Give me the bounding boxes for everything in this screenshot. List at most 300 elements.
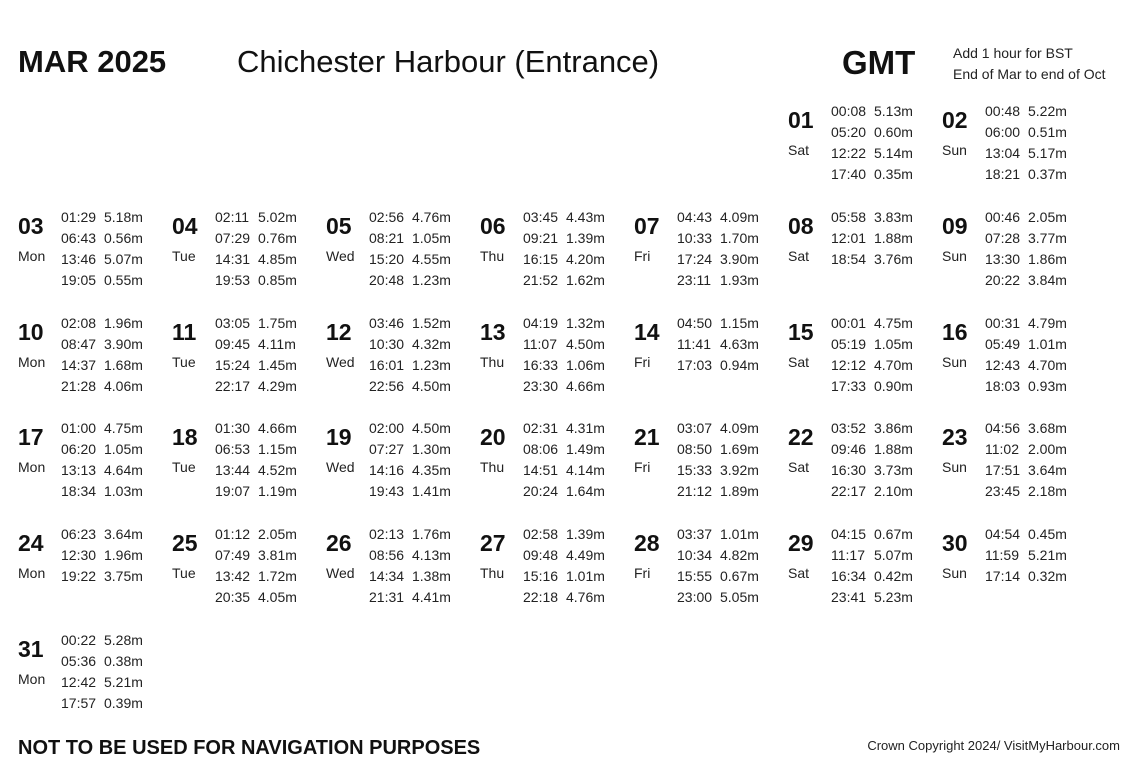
tide-entry xyxy=(985,334,1067,355)
tide-time: 21:28 xyxy=(61,378,97,394)
tide-height: 3.76m xyxy=(874,251,913,267)
tide-list xyxy=(523,418,605,502)
tide-entry xyxy=(677,460,759,481)
tide-time: 09:46 xyxy=(831,441,867,457)
tide-time: 01:30 xyxy=(215,420,251,436)
tide-time: 12:01 xyxy=(831,230,867,246)
day-number: 24 xyxy=(18,530,44,556)
tide-height: 2.00m xyxy=(1028,441,1067,457)
copyright-notice: Crown Copyright 2024/ VisitMyHarbour.com xyxy=(867,738,1120,753)
day-cell xyxy=(172,524,322,614)
tide-height: 3.68m xyxy=(1028,420,1067,436)
tide-entry xyxy=(215,587,297,608)
tide-time: 08:50 xyxy=(677,441,713,457)
tide-entry xyxy=(677,566,759,587)
tide-entry xyxy=(831,101,913,122)
tide-list xyxy=(215,313,297,397)
tide-time: 18:03 xyxy=(985,378,1021,394)
tide-height: 1.01m xyxy=(1028,336,1067,352)
day-cell xyxy=(788,418,938,508)
tide-entry xyxy=(985,545,1067,566)
day-cell xyxy=(326,418,476,508)
tide-entry xyxy=(215,545,297,566)
tide-entry xyxy=(831,460,913,481)
tide-entry xyxy=(523,545,605,566)
tide-height: 0.60m xyxy=(874,124,913,140)
tide-entry xyxy=(831,566,913,587)
day-of-week: Sat xyxy=(788,459,810,475)
day-of-week: Fri xyxy=(634,565,651,581)
day-number: 13 xyxy=(480,319,506,345)
tide-time: 23:45 xyxy=(985,483,1021,499)
tide-time: 02:56 xyxy=(369,209,405,225)
tide-height: 5.23m xyxy=(874,589,913,605)
tide-height: 4.75m xyxy=(874,315,913,331)
tide-height: 1.62m xyxy=(566,272,605,288)
tide-entry xyxy=(677,313,759,334)
tide-time: 23:00 xyxy=(677,589,713,605)
day-number: 31 xyxy=(18,636,44,662)
tide-height: 2.05m xyxy=(258,526,297,542)
day-of-week: Wed xyxy=(326,248,355,264)
tide-time: 20:24 xyxy=(523,483,559,499)
tide-list xyxy=(985,101,1067,185)
tide-time: 00:46 xyxy=(985,209,1021,225)
tide-height: 5.21m xyxy=(104,674,143,690)
tide-time: 20:22 xyxy=(985,272,1021,288)
tide-entry xyxy=(523,228,605,249)
tide-height: 3.64m xyxy=(104,526,143,542)
tide-entry xyxy=(985,355,1067,376)
tide-time: 17:57 xyxy=(61,695,97,711)
tide-height: 5.17m xyxy=(1028,145,1067,161)
day-number: 25 xyxy=(172,530,198,556)
tide-height: 1.72m xyxy=(258,568,297,584)
tide-height: 4.70m xyxy=(874,357,913,373)
day-number: 05 xyxy=(326,213,352,239)
tide-time: 09:45 xyxy=(215,336,251,352)
tide-entry xyxy=(831,228,913,249)
tide-time: 19:07 xyxy=(215,483,251,499)
day-cell xyxy=(18,524,168,614)
tide-entry xyxy=(985,439,1067,460)
tide-height: 3.64m xyxy=(1028,462,1067,478)
month-title: MAR 2025 xyxy=(18,44,167,79)
tide-height: 1.23m xyxy=(412,357,451,373)
tide-height: 5.18m xyxy=(104,209,143,225)
tide-entry xyxy=(369,334,451,355)
tide-entry xyxy=(215,418,297,439)
tide-time: 06:23 xyxy=(61,526,97,542)
tide-time: 08:06 xyxy=(523,441,559,457)
tide-time: 19:05 xyxy=(61,272,97,288)
day-cell xyxy=(326,313,476,403)
tide-height: 2.05m xyxy=(1028,209,1067,225)
tide-height: 1.41m xyxy=(412,483,451,499)
tide-time: 19:22 xyxy=(61,568,97,584)
tide-time: 23:41 xyxy=(831,589,867,605)
tide-height: 1.19m xyxy=(258,483,297,499)
tide-entry xyxy=(985,122,1067,143)
tide-time: 18:54 xyxy=(831,251,867,267)
tide-time: 17:40 xyxy=(831,166,867,182)
tide-entry xyxy=(831,334,913,355)
tide-time: 15:16 xyxy=(523,568,559,584)
tide-height: 4.85m xyxy=(258,251,297,267)
tide-time: 02:00 xyxy=(369,420,405,436)
day-of-week: Thu xyxy=(480,248,505,264)
tide-height: 5.21m xyxy=(1028,547,1067,563)
tide-height: 3.73m xyxy=(874,462,913,478)
tide-time: 02:58 xyxy=(523,526,559,542)
tide-time: 04:56 xyxy=(985,420,1021,436)
tide-entry xyxy=(985,228,1067,249)
tide-entry xyxy=(677,228,759,249)
tide-height: 1.76m xyxy=(412,526,451,542)
tide-time: 14:37 xyxy=(61,357,97,373)
tide-time: 02:08 xyxy=(61,315,97,331)
tide-time: 05:49 xyxy=(985,336,1021,352)
tide-height: 1.64m xyxy=(566,483,605,499)
tide-time: 13:13 xyxy=(61,462,97,478)
tide-height: 1.05m xyxy=(104,441,143,457)
day-of-week: Thu xyxy=(480,565,505,581)
day-number: 29 xyxy=(788,530,814,556)
tide-height: 3.75m xyxy=(104,568,143,584)
tide-height: 0.56m xyxy=(104,230,143,246)
tide-entry xyxy=(61,460,143,481)
tide-height: 1.75m xyxy=(258,315,297,331)
tide-height: 5.05m xyxy=(720,589,759,605)
tide-time: 02:13 xyxy=(369,526,405,542)
tide-entry xyxy=(523,460,605,481)
tide-height: 3.86m xyxy=(874,420,913,436)
tide-entry xyxy=(523,524,605,545)
tide-entry xyxy=(215,249,297,270)
tide-time: 12:30 xyxy=(61,547,97,563)
tide-entry xyxy=(369,249,451,270)
tide-height: 1.68m xyxy=(104,357,143,373)
tide-time: 11:59 xyxy=(985,547,1019,563)
tide-entry xyxy=(677,207,759,228)
tide-entry xyxy=(523,439,605,460)
day-of-week: Fri xyxy=(634,459,651,475)
tide-entry xyxy=(215,566,297,587)
tide-entry xyxy=(369,587,451,608)
tide-height: 1.15m xyxy=(720,315,759,331)
tide-height: 3.90m xyxy=(104,336,143,352)
tide-height: 1.45m xyxy=(258,357,297,373)
day-of-week: Mon xyxy=(18,459,46,475)
day-cell xyxy=(942,524,1092,614)
day-number: 18 xyxy=(172,424,198,450)
day-of-week: Tue xyxy=(172,565,196,581)
day-number: 30 xyxy=(942,530,968,556)
tide-height: 0.32m xyxy=(1028,568,1067,584)
tide-height: 1.93m xyxy=(720,272,759,288)
tide-time: 21:31 xyxy=(369,589,405,605)
tide-entry xyxy=(831,313,913,334)
day-number: 08 xyxy=(788,213,814,239)
tide-time: 08:47 xyxy=(61,336,97,352)
tide-entry xyxy=(831,355,913,376)
tide-list xyxy=(831,524,913,608)
day-of-week: Sun xyxy=(942,142,967,158)
tide-time: 02:31 xyxy=(523,420,559,436)
day-of-week: Sat xyxy=(788,354,810,370)
tide-height: 4.64m xyxy=(104,462,143,478)
tide-time: 13:42 xyxy=(215,568,251,584)
tide-height: 4.14m xyxy=(566,462,605,478)
tide-time: 03:45 xyxy=(523,209,559,225)
tide-time: 19:43 xyxy=(369,483,405,499)
tide-height: 1.88m xyxy=(874,230,913,246)
day-number: 16 xyxy=(942,319,968,345)
tide-entry xyxy=(369,418,451,439)
tide-entry xyxy=(61,376,143,397)
day-of-week: Wed xyxy=(326,354,355,370)
tide-height: 4.43m xyxy=(566,209,605,225)
tide-time: 23:11 xyxy=(677,272,711,288)
tide-entry xyxy=(677,334,759,355)
tide-time: 12:42 xyxy=(61,674,97,690)
tide-list xyxy=(831,418,913,502)
navigation-disclaimer: NOT TO BE USED FOR NAVIGATION PURPOSES xyxy=(18,737,481,759)
tide-entry xyxy=(61,439,143,460)
tide-time: 09:21 xyxy=(523,230,559,246)
tide-entry xyxy=(61,270,143,291)
tide-entry xyxy=(523,270,605,291)
tide-height: 4.79m xyxy=(1028,315,1067,331)
tide-height: 5.14m xyxy=(874,145,913,161)
day-cell xyxy=(172,207,322,297)
tide-height: 0.76m xyxy=(258,230,297,246)
tide-entry xyxy=(831,143,913,164)
tide-list xyxy=(369,524,451,608)
tide-entry xyxy=(831,122,913,143)
tide-entry xyxy=(831,418,913,439)
tide-time: 16:30 xyxy=(831,462,867,478)
tide-entry xyxy=(831,481,913,502)
tide-height: 1.39m xyxy=(566,526,605,542)
tide-entry xyxy=(369,439,451,460)
tide-height: 0.55m xyxy=(104,272,143,288)
tide-time: 04:43 xyxy=(677,209,713,225)
tide-height: 1.38m xyxy=(412,568,451,584)
tide-time: 08:56 xyxy=(369,547,405,563)
day-of-week: Fri xyxy=(634,354,651,370)
tide-list xyxy=(831,313,913,397)
tide-height: 5.02m xyxy=(258,209,297,225)
day-of-week: Tue xyxy=(172,459,196,475)
day-of-week: Sun xyxy=(942,354,967,370)
tide-height: 4.75m xyxy=(104,420,143,436)
tide-time: 23:30 xyxy=(523,378,559,394)
tide-entry xyxy=(61,355,143,376)
day-cell xyxy=(480,418,630,508)
tide-entry xyxy=(677,587,759,608)
tide-time: 22:18 xyxy=(523,589,559,605)
tide-time: 04:15 xyxy=(831,526,867,542)
day-of-week: Sat xyxy=(788,248,810,264)
tide-height: 4.76m xyxy=(412,209,451,225)
tide-height: 1.86m xyxy=(1028,251,1067,267)
tide-time: 01:12 xyxy=(215,526,251,542)
tide-list xyxy=(985,524,1067,587)
tide-time: 06:00 xyxy=(985,124,1021,140)
tide-entry xyxy=(831,164,913,185)
tide-time: 15:24 xyxy=(215,357,251,373)
day-number: 12 xyxy=(326,319,352,345)
tide-list xyxy=(831,207,913,270)
tide-height: 0.90m xyxy=(874,378,913,394)
tide-time: 03:46 xyxy=(369,315,405,331)
day-cell xyxy=(788,101,938,191)
tide-entry xyxy=(369,207,451,228)
tide-height: 0.93m xyxy=(1028,378,1067,394)
tide-list xyxy=(677,524,759,608)
day-cell xyxy=(788,524,938,614)
day-number: 01 xyxy=(788,107,814,133)
tide-entry xyxy=(215,481,297,502)
tide-list xyxy=(369,418,451,502)
tide-time: 01:00 xyxy=(61,420,97,436)
tide-entry xyxy=(985,249,1067,270)
bst-note-line2: End of Mar to end of Oct xyxy=(953,66,1106,82)
tide-list xyxy=(61,207,143,291)
tide-time: 22:56 xyxy=(369,378,405,394)
tide-height: 4.41m xyxy=(412,589,451,605)
day-cell xyxy=(634,524,784,614)
tide-time: 12:22 xyxy=(831,145,867,161)
tide-entry xyxy=(369,355,451,376)
tide-height: 4.76m xyxy=(566,589,605,605)
tide-height: 1.39m xyxy=(566,230,605,246)
tide-list xyxy=(523,207,605,291)
tide-entry xyxy=(677,524,759,545)
tide-height: 4.82m xyxy=(720,547,759,563)
tide-entry xyxy=(523,376,605,397)
tide-time: 16:01 xyxy=(369,357,405,373)
tide-time: 01:29 xyxy=(61,209,97,225)
tide-time: 05:36 xyxy=(61,653,97,669)
tide-height: 1.70m xyxy=(720,230,759,246)
day-cell xyxy=(480,313,630,403)
tide-time: 00:08 xyxy=(831,103,867,119)
tide-entry xyxy=(677,481,759,502)
tide-height: 3.81m xyxy=(258,547,297,563)
tide-entry xyxy=(677,439,759,460)
tide-list xyxy=(985,313,1067,397)
day-cell xyxy=(788,313,938,403)
tide-height: 4.50m xyxy=(412,420,451,436)
day-number: 21 xyxy=(634,424,660,450)
tide-time: 07:28 xyxy=(985,230,1021,246)
tide-time: 07:27 xyxy=(369,441,405,457)
tide-entry xyxy=(523,249,605,270)
tide-entry xyxy=(831,376,913,397)
tide-list xyxy=(61,313,143,397)
tide-entry xyxy=(61,672,143,693)
tide-time: 02:11 xyxy=(215,209,249,225)
tide-time: 09:48 xyxy=(523,547,559,563)
day-number: 06 xyxy=(480,213,506,239)
day-number: 14 xyxy=(634,319,660,345)
day-number: 11 xyxy=(172,319,197,345)
tide-time: 00:48 xyxy=(985,103,1021,119)
tide-height: 4.70m xyxy=(1028,357,1067,373)
bst-note-line1: Add 1 hour for BST xyxy=(953,45,1073,61)
day-of-week: Mon xyxy=(18,671,46,687)
tide-time: 17:33 xyxy=(831,378,867,394)
location-title: Chichester Harbour (Entrance) xyxy=(237,44,660,79)
tide-list xyxy=(985,207,1067,291)
tide-height: 4.66m xyxy=(566,378,605,394)
tide-entry xyxy=(523,313,605,334)
tide-entry xyxy=(369,460,451,481)
tide-entry xyxy=(61,313,143,334)
tide-entry xyxy=(61,566,143,587)
tide-entry xyxy=(61,651,143,672)
tide-entry xyxy=(677,249,759,270)
tide-height: 1.01m xyxy=(720,526,759,542)
tide-time: 22:17 xyxy=(215,378,251,394)
tide-entry xyxy=(61,418,143,439)
day-cell xyxy=(942,207,1092,297)
day-cell xyxy=(18,313,168,403)
tide-height: 4.31m xyxy=(566,420,605,436)
tide-time: 10:33 xyxy=(677,230,713,246)
tide-time: 17:03 xyxy=(677,357,713,373)
tide-height: 4.66m xyxy=(258,420,297,436)
day-cell xyxy=(326,524,476,614)
day-of-week: Mon xyxy=(18,248,46,264)
tide-entry xyxy=(61,334,143,355)
tide-entry xyxy=(831,439,913,460)
tide-time: 11:02 xyxy=(985,441,1019,457)
tide-entry xyxy=(831,587,913,608)
tide-height: 1.89m xyxy=(720,483,759,499)
tide-time: 11:41 xyxy=(677,336,711,352)
tide-entry xyxy=(369,524,451,545)
tide-height: 1.23m xyxy=(412,272,451,288)
tide-time: 13:46 xyxy=(61,251,97,267)
day-number: 22 xyxy=(788,424,814,450)
day-of-week: Sun xyxy=(942,248,967,264)
tide-height: 0.39m xyxy=(104,695,143,711)
tide-entry xyxy=(369,545,451,566)
day-number: 09 xyxy=(942,213,968,239)
tide-time: 04:54 xyxy=(985,526,1021,542)
tide-entry xyxy=(369,376,451,397)
tide-entry xyxy=(61,207,143,228)
tide-height: 1.30m xyxy=(412,441,451,457)
tide-height: 1.96m xyxy=(104,315,143,331)
tide-entry xyxy=(523,355,605,376)
tide-height: 5.07m xyxy=(104,251,143,267)
tide-height: 4.09m xyxy=(720,420,759,436)
tide-time: 12:12 xyxy=(831,357,867,373)
tide-time: 15:20 xyxy=(369,251,405,267)
tide-height: 1.49m xyxy=(566,441,605,457)
tide-list xyxy=(61,524,143,587)
day-of-week: Fri xyxy=(634,248,651,264)
tide-time: 00:22 xyxy=(61,632,97,648)
tide-list xyxy=(677,418,759,502)
tide-time: 13:30 xyxy=(985,251,1021,267)
tide-list xyxy=(215,207,297,291)
day-of-week: Wed xyxy=(326,565,355,581)
